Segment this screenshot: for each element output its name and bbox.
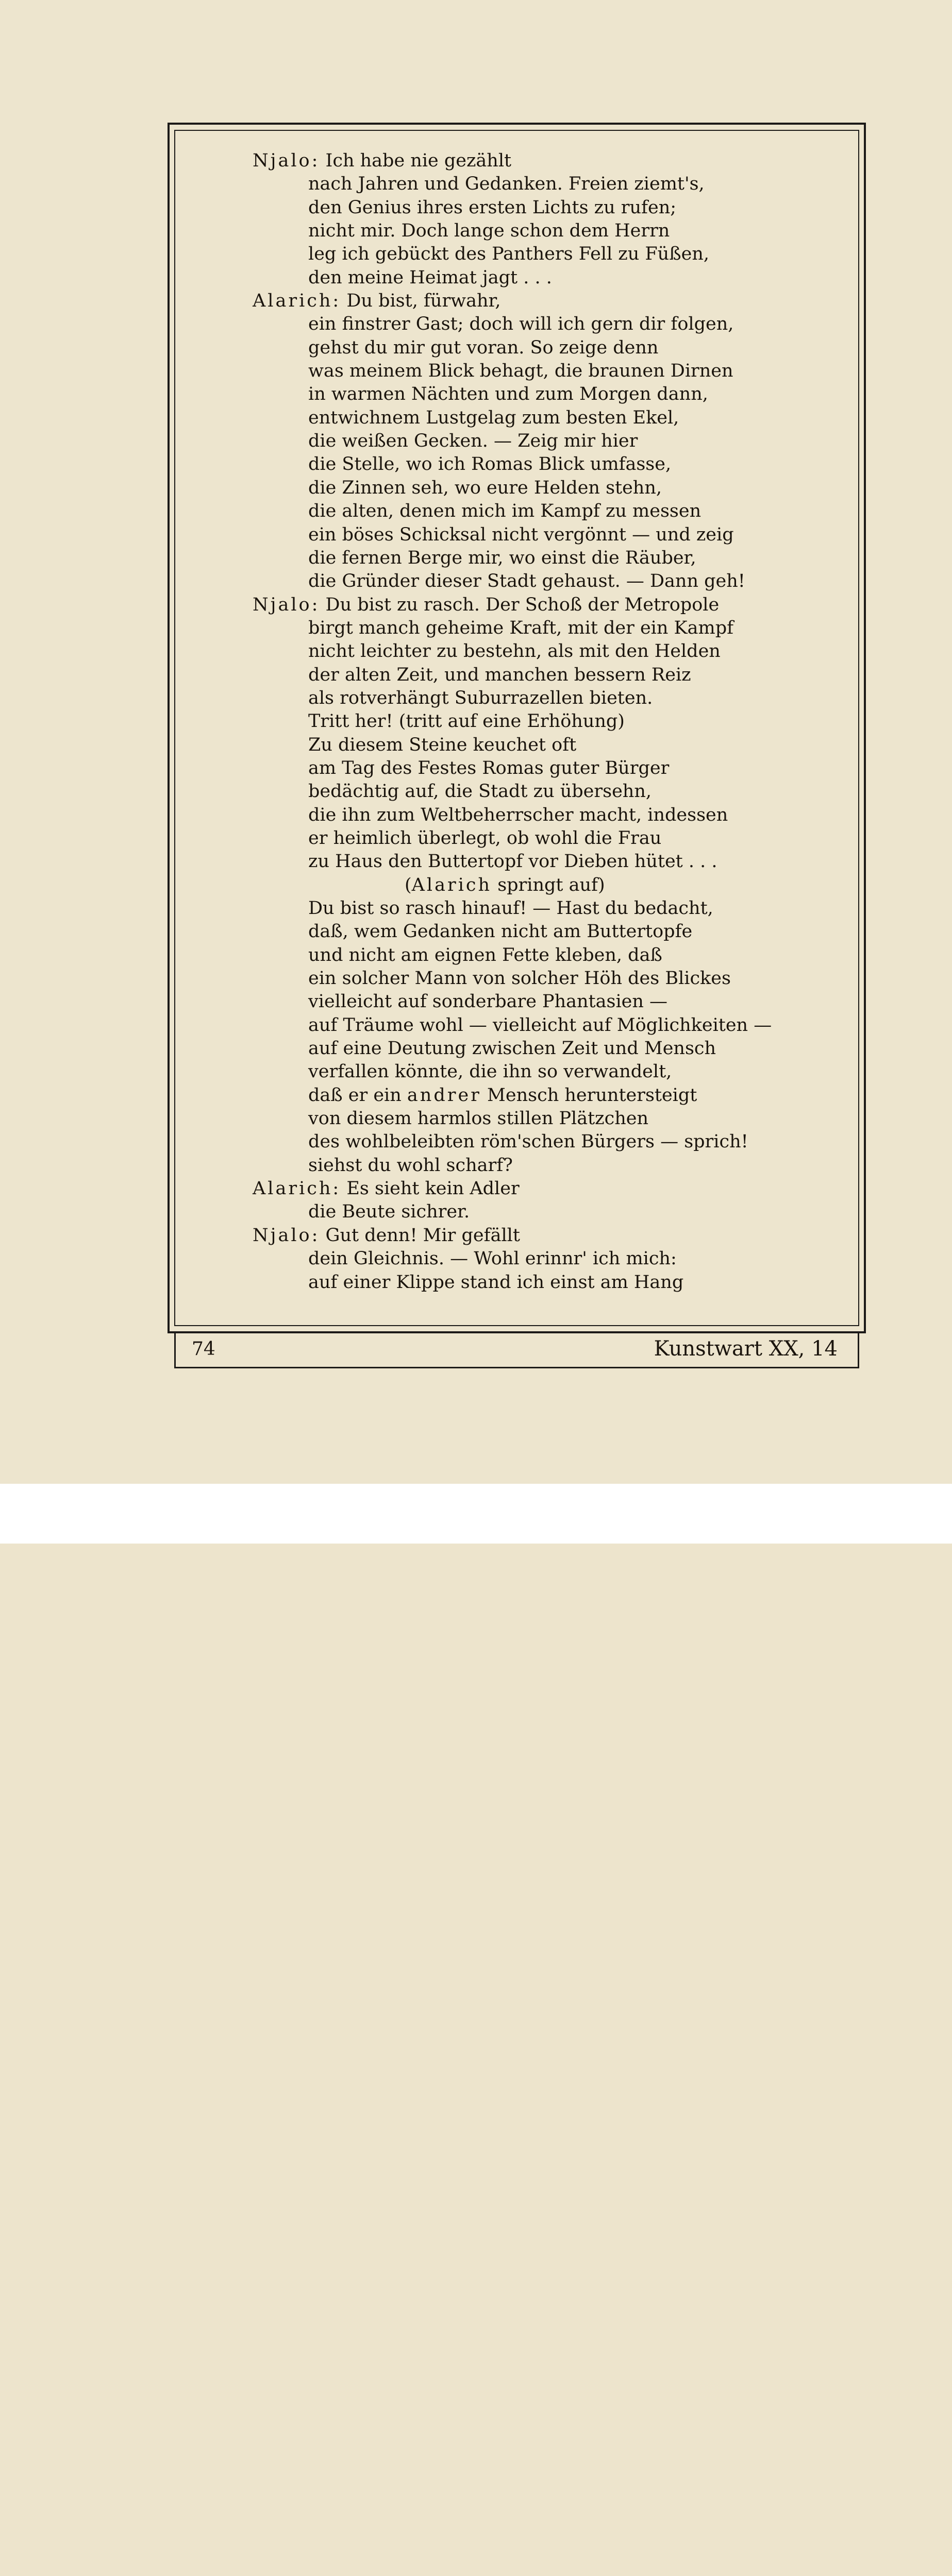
verse-line: leg ich gebückt des Panthers Fell zu Füßen, <box>308 244 709 265</box>
verse-line: ein solcher Mann von solcher Höh des Blickes <box>308 968 731 989</box>
verse-line: am Tag des Festes Romas guter Bürger <box>308 757 670 778</box>
speaker-name: Njalo: <box>253 1225 320 1246</box>
verse-line: auf Träume wohl — vielleicht auf Möglichkeiten — <box>308 1014 772 1036</box>
running-head: Kunstwart XX, 14 <box>654 1337 838 1361</box>
verse-line: ein finstrer Gast; doch will ich gern dir folgen, <box>308 314 734 335</box>
verse-line-speaker <box>247 594 825 617</box>
verse-line-speaker <box>247 290 825 313</box>
verse-text-pre: daß er ein <box>308 1084 407 1106</box>
verse-line: zu Haus den Buttertopf vor Dieben hütet . . . <box>308 851 717 872</box>
verse-line: den Genius ihres ersten Lichts zu rufen; <box>308 197 677 218</box>
viewer-banner <box>0 1484 952 1544</box>
verse-text-span: Ich habe nie gezählt <box>325 150 512 171</box>
verse-line-speaker <box>247 1224 825 1247</box>
verse-line: als rotverhängt Suburrazellen bieten. <box>308 687 653 708</box>
verse-line: auf eine Deutung zwischen Zeit und Mensch <box>308 1038 716 1059</box>
verse-text <box>247 149 825 1294</box>
verse-line: Tritt her! (tritt auf eine Erhöhung) <box>308 711 625 732</box>
verse-line: den meine Heimat jagt . . . <box>308 267 552 288</box>
verse-line: ein böses Schicksal nicht vergönnt — und zeig <box>308 524 734 545</box>
verse-line: vielleicht auf sonderbare Phantasien — <box>308 991 668 1012</box>
verse-line: die Beute sichrer. <box>308 1201 470 1223</box>
speaker-name: Alarich: <box>253 291 341 312</box>
speaker-name: Njalo: <box>253 150 320 171</box>
stage-direction-rest: springt auf) <box>492 874 605 895</box>
verse-line: die fernen Berge mir, wo einst die Räuber, <box>308 547 696 568</box>
verse-line: dein Gleichnis. — Wohl erinnr' ich mich: <box>308 1248 677 1269</box>
verse-line: die Zinnen seh, wo eure Helden stehn, <box>308 477 662 498</box>
stage-direction-name: Alarich <box>411 874 492 895</box>
speaker-name: Alarich: <box>253 1178 341 1199</box>
verse-line: die weißen Gecken. — Zeig mir hier <box>308 431 638 452</box>
verse-line: nicht leichter zu bestehn, als mit den Helden <box>308 641 721 662</box>
verse-line: die Stelle, wo ich Romas Blick umfasse, <box>308 454 672 475</box>
verse-line: er heimlich überlegt, ob wohl die Frau <box>308 827 662 849</box>
verse-line: in warmen Nächten und zum Morgen dann, <box>308 384 708 405</box>
verse-line: und nicht am eignen Fette kleben, daß <box>308 944 662 965</box>
verse-text-span: Es sieht kein Adler <box>346 1178 520 1199</box>
verse-line: entwichnem Lustgelag zum besten Ekel, <box>308 407 679 428</box>
verse-line <box>247 1084 825 1107</box>
verse-line: birgt manch geheime Kraft, mit der ein Kampf <box>308 617 734 638</box>
verse-line: auf einer Klippe stand ich einst am Hang <box>308 1272 684 1293</box>
verse-line: der alten Zeit, und manchen bessern Reiz <box>308 664 691 685</box>
verse-text-span: Du bist zu rasch. Der Schoß der Metropole <box>325 594 720 615</box>
verse-line: was meinem Blick behagt, die braunen Dirnen <box>308 361 733 382</box>
verse-line: nicht mir. Doch lange schon dem Herrn <box>308 221 670 242</box>
verse-text-span: Gut denn! Mir gefällt <box>325 1225 520 1246</box>
verse-line: bedächtig auf, die Stadt zu übersehn, <box>308 781 652 802</box>
verse-line: nach Jahren und Gedanken. Freien ziemt's, <box>308 174 705 195</box>
verse-line: des wohlbeleibten röm'schen Bürgers — sprich! <box>308 1131 748 1153</box>
verse-line: die ihn zum Weltbeherrscher macht, indessen <box>308 804 728 825</box>
verse-line: daß, wem Gedanken nicht am Buttertopfe <box>308 921 693 942</box>
verse-text-span: Du bist, fürwahr, <box>346 291 501 312</box>
stage-direction-open: ( <box>405 874 412 895</box>
page-number: 74 <box>192 1338 215 1360</box>
stage-direction <box>247 874 825 897</box>
verse-line-speaker <box>247 149 825 173</box>
verse-line: siehst du wohl scharf? <box>308 1155 513 1176</box>
verse-line: die Gründer dieser Stadt gehaust. — Dann geh! <box>308 571 745 592</box>
verse-line: verfallen könnte, die ihn so verwandelt, <box>308 1061 672 1082</box>
verse-text-spaced: andrer <box>407 1084 481 1106</box>
verse-text-post: Mensch heruntersteigt <box>481 1084 697 1106</box>
verse-line: Du bist so rasch hinauf! — Hast du bedacht, <box>308 898 713 919</box>
verse-line: von diesem harmlos stillen Plätzchen <box>308 1108 648 1129</box>
verse-line: Zu diesem Steine keuchet oft <box>308 734 577 755</box>
verse-line: gehst du mir gut voran. So zeige denn <box>308 337 659 358</box>
verse-line-speaker <box>247 1177 825 1200</box>
verse-line: die alten, denen mich im Kampf zu messen <box>308 501 702 522</box>
speaker-name: Njalo: <box>253 594 320 615</box>
